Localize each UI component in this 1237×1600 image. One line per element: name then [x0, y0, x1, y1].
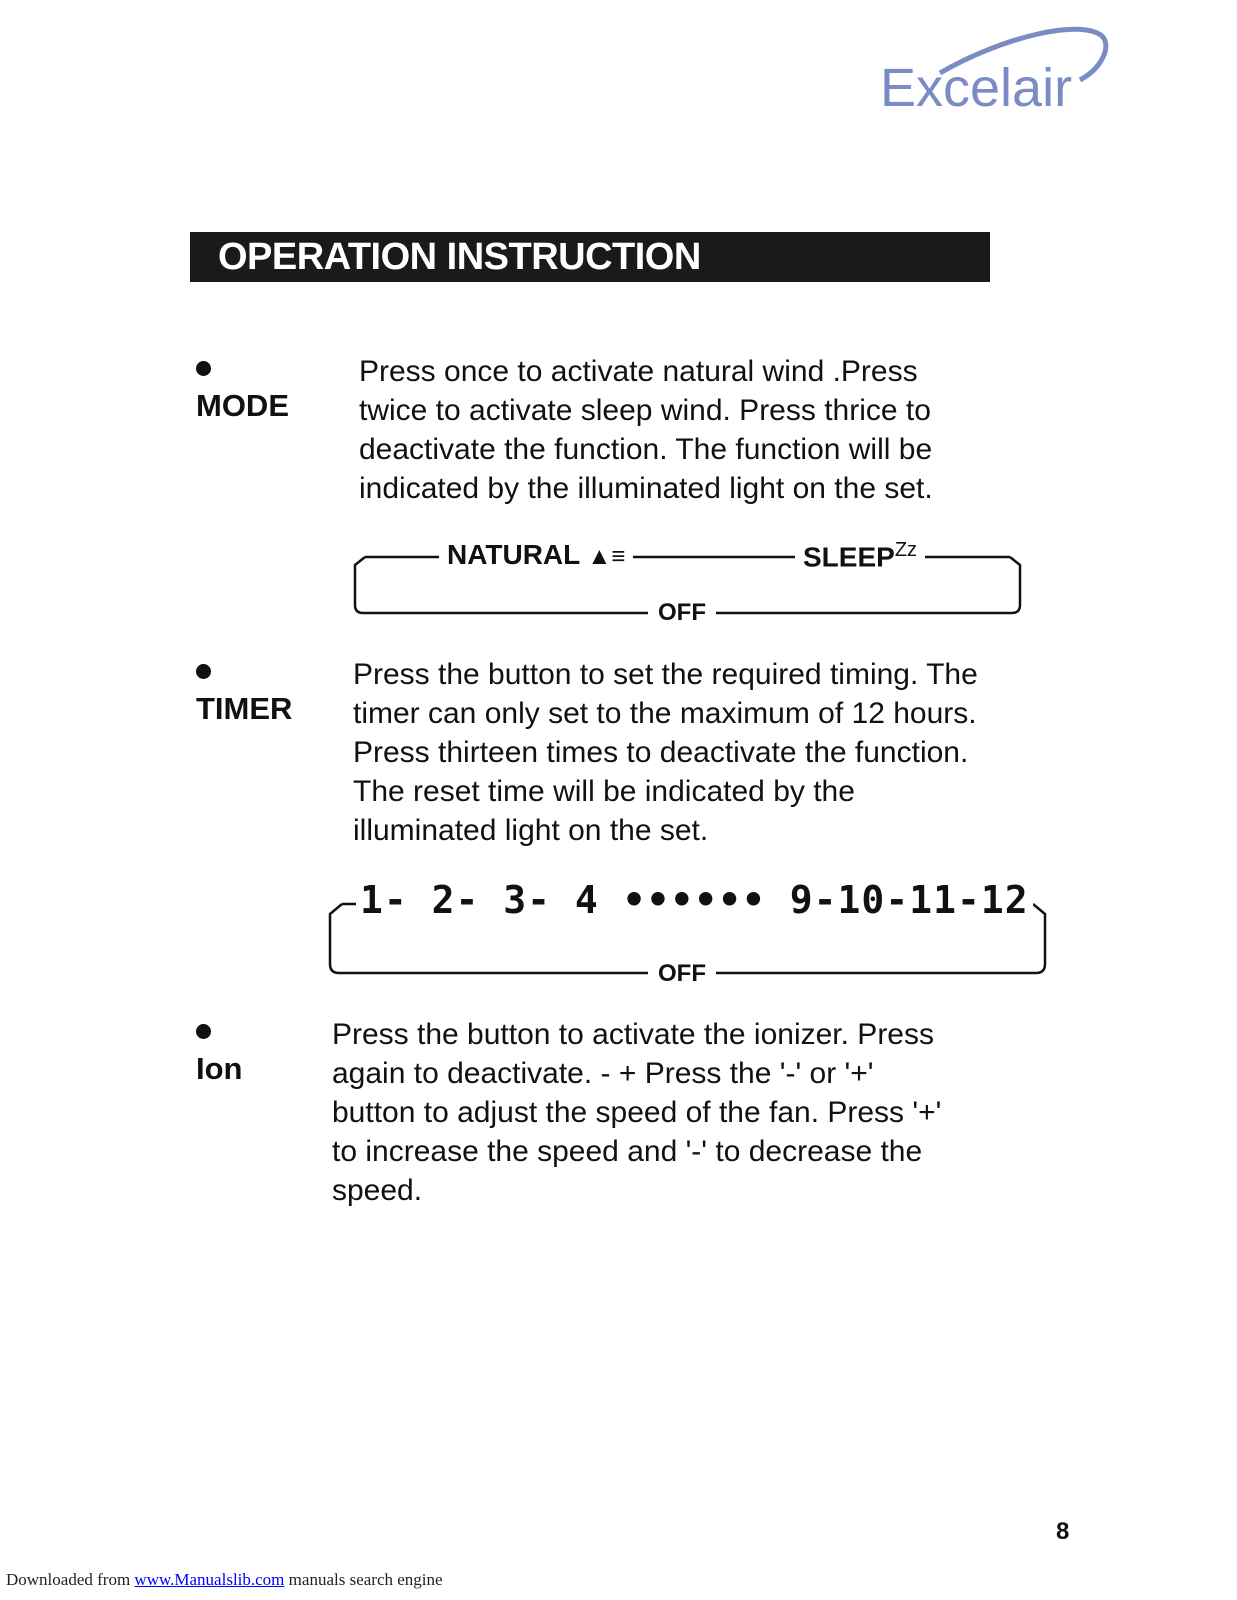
timer-cycle-diagram — [330, 878, 1045, 987]
mode-heading: MODE — [196, 352, 289, 424]
bullet-icon — [196, 1024, 211, 1039]
mode-cycle-diagram — [355, 535, 1020, 625]
page-number: 8 — [1056, 1518, 1070, 1545]
footer: Downloaded from www.Manualslib.com manuals search engine — [6, 1570, 443, 1589]
sleep-icon: Zz — [894, 539, 918, 561]
timer-description: Press the button to set the required timing. The timer can only set to the maximum of 12 hours. Press thirteen times to deactivate the function. The reset time will be indicated by the illuminated light on the set. — [353, 658, 978, 847]
timer-sequence-display: 1- 2- 3- 4 •••••• 9-10-11-12 — [356, 878, 1033, 922]
section-header — [190, 232, 990, 282]
natural-wind-icon: ▲≡ — [587, 543, 626, 570]
mode-description: Press once to activate natural wind .Press twice to activate sleep wind. Press thrice to deactivate the function. The function will be indicated by the illuminated light on the set. — [359, 355, 933, 505]
ion-heading: Ion — [196, 1015, 243, 1087]
mode-off-label: OFF — [648, 599, 716, 627]
page-title: OPERATION INSTRUCTION — [218, 236, 701, 278]
brand-logo — [880, 18, 1180, 128]
timer-off-label: OFF — [648, 960, 716, 988]
manualslib-link[interactable]: www.Manualslib.com — [134, 1570, 285, 1589]
ion-description: Press the button to activate the ionizer. Press again to deactivate. - + Press the '-' or '+' button to adjust the speed of the fan. Press '+' to increase the speed and '-' to decrease the speed. — [332, 1018, 942, 1207]
sleep-label: $SLEEP^{Zz}$ — [795, 539, 925, 573]
bullet-icon — [196, 361, 211, 376]
svg-text:Excelair: Excelair — [880, 58, 1073, 118]
bullet-icon — [196, 664, 211, 679]
timer-heading: TIMER — [196, 655, 292, 727]
natural-label: NATURAL ▲≡ — [439, 539, 633, 571]
